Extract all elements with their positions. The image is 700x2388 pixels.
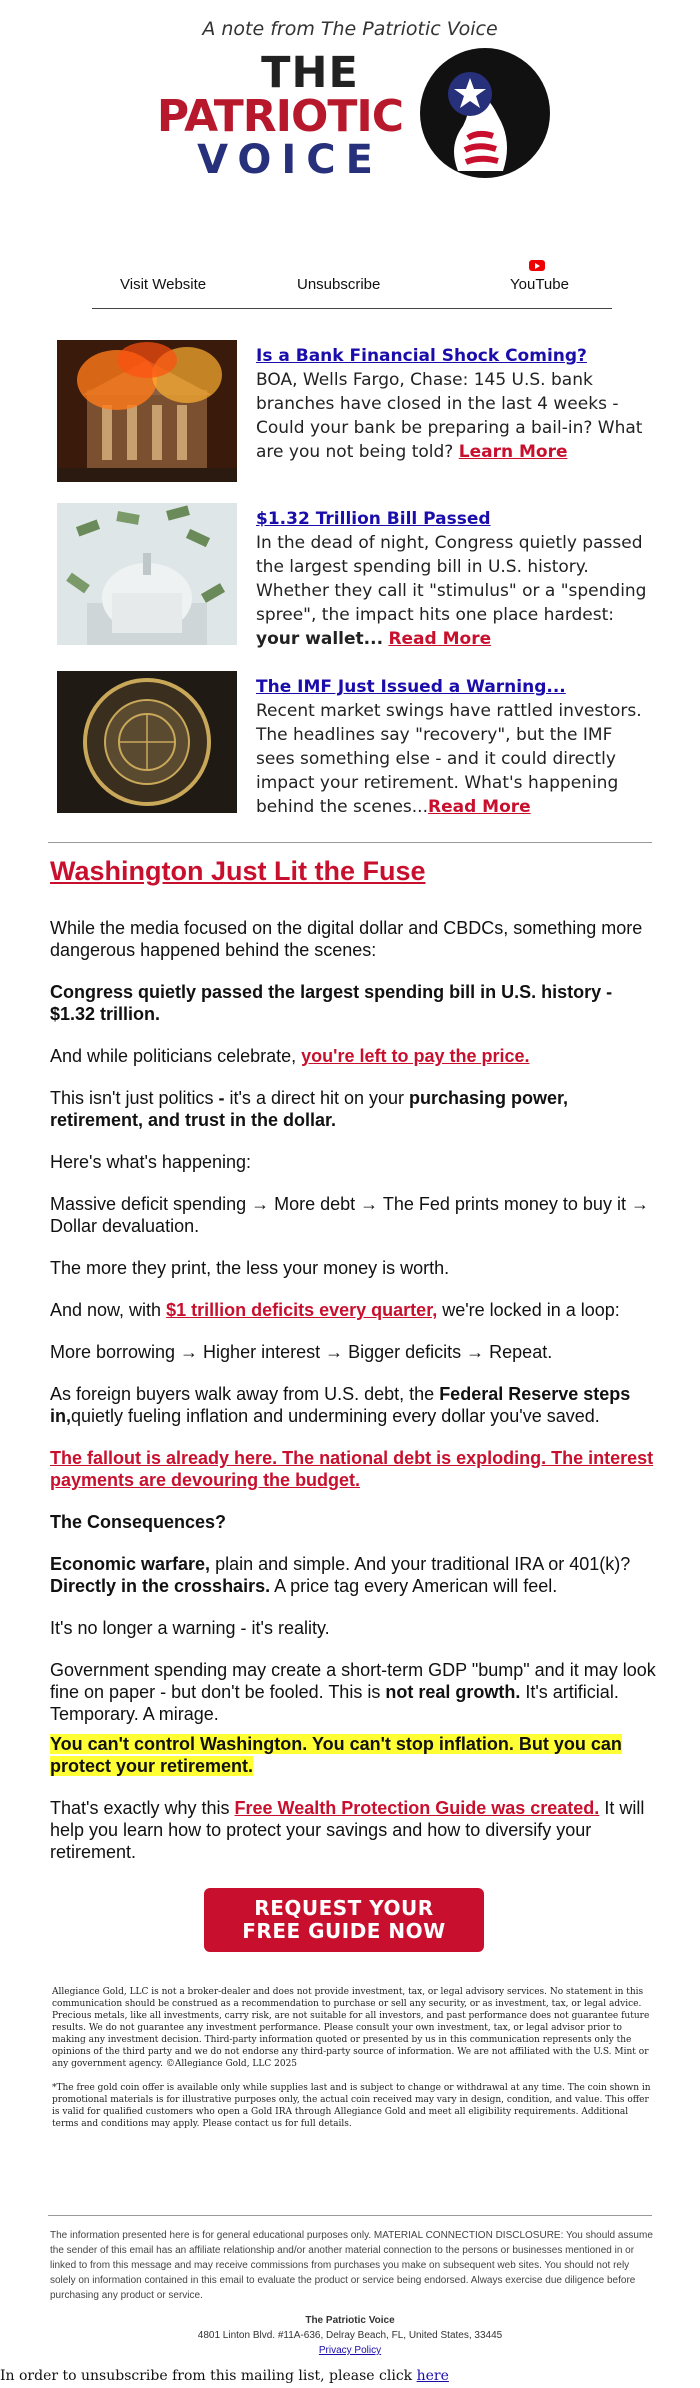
article-p8-c: we're locked in a loop: xyxy=(442,1300,620,1320)
article-p5: Here's what's happening: xyxy=(50,1152,251,1172)
story-3-title-link[interactable]: The IMF Just Issued a Warning... xyxy=(256,677,566,697)
article-p13-a: Economic warfare, xyxy=(50,1554,211,1574)
imf-seal-image[interactable] xyxy=(57,671,237,813)
deficits-link[interactable]: $1 trillion deficits every quarter, xyxy=(166,1300,438,1320)
article-p4-c: it's a direct hit on your xyxy=(229,1088,405,1108)
logo-voice: VOICE xyxy=(197,137,383,183)
article-p10 xyxy=(50,1383,660,1427)
article-p9: More borrowing → Higher interest → Bigger deficits → Repeat. xyxy=(50,1342,553,1362)
article-p16 xyxy=(50,1733,660,1777)
article-p15 xyxy=(50,1659,660,1725)
article-p7: The more they print, the less your money is worth. xyxy=(50,1258,450,1278)
story-2-body: In the dead of night, Congress quietly passed the largest spending bill in U.S. history. Whether they call it "stimulus" or a "spending spree", the impact hits one place hardest: xyxy=(256,533,647,625)
visit-website-link[interactable]: Visit Website xyxy=(120,276,207,293)
capitol-money-image[interactable] xyxy=(57,503,237,645)
disclaimer-1: Allegiance Gold, LLC is not a broker-dealer and does not provide investment, tax, or legal advisory services. No statement in this communication should be construed as a recommendation to purchase or sell any security, or as investment, tax, or legal advice. Precious metals, like all investments, carry risk, are not suitable for all investors, and past performance does not guarantee future results. We do not guarantee any investment performance. Please consult your own investment, tax, or legal advisor prior to making any investment decision. Third-party information quoted or presented by us in this communication represents only the opinions of the third party and we do not endorse any third-party source of information. We are not affiliated with the U.S. Mint or any government agency. ©Allegiance Gold, LLC 2025 xyxy=(52,1987,650,2069)
youtube-link[interactable]: YouTube xyxy=(510,276,569,293)
article-p2: Congress quietly passed the largest spending bill in U.S. history - $1.32 trillion. xyxy=(50,982,613,1024)
article-p17-c: It will help you learn how to protect your savings and how to diversify your retirement. xyxy=(50,1798,645,1862)
top-nav xyxy=(92,268,612,309)
article-p8 xyxy=(50,1299,660,1321)
logo-patriotic: PATRIOTIC xyxy=(156,91,404,142)
article-p10-a: As foreign buyers walk away from U.S. debt, the xyxy=(50,1384,435,1404)
guide-link[interactable]: Free Wealth Protection Guide was created. xyxy=(234,1798,600,1818)
article-p4-d: purchasing power, retirement, and trust in the dollar. xyxy=(50,1088,569,1130)
story-2 xyxy=(256,507,651,651)
pay-price-link[interactable]: you're left to pay the price. xyxy=(301,1046,530,1066)
article-headline[interactable]: Washington Just Lit the Fuse xyxy=(50,856,426,886)
article-p17 xyxy=(50,1797,660,1863)
footer-disclosure: The information presented here is for general educational purposes only. MATERIAL CONNECTION DISCLOSURE: You should assume the sender of this email has an affiliate relationship and/or another material connection to the persons or businesses mentioned in or linked to from this message and may receive commissions from purchases you make on subsequent web sites. You should not rely solely on information contained in this email to evaluate the product or service being endorsed. Always exercise due diligence before purchasing any product or service. xyxy=(50,2230,653,2301)
unsubscribe-here-link[interactable]: here xyxy=(416,2368,449,2384)
burning-bank-image[interactable] xyxy=(57,340,237,482)
article-p13-b: plain and simple. And your traditional IRA or 401(k)? xyxy=(215,1554,631,1574)
story-3-read-more-link[interactable]: Read More xyxy=(427,797,531,817)
youtube-icon[interactable] xyxy=(529,260,545,271)
article-p14: It's no longer a warning - it's reality. xyxy=(50,1618,330,1638)
divider xyxy=(48,842,652,843)
footer-privacy xyxy=(0,2343,700,2358)
highlight-text: You can't control Washington. You can't stop inflation. But you can protect your retirement. xyxy=(50,1734,622,1776)
footer-company: The Patriotic Voice xyxy=(305,2315,395,2326)
unsubscribe-line xyxy=(0,2368,449,2384)
article-p4 xyxy=(50,1087,660,1131)
article-p13-c: Directly in the crosshairs. xyxy=(50,1576,271,1596)
privacy-policy-link[interactable]: Privacy Policy xyxy=(318,2345,382,2356)
article-p8-a: And now, with xyxy=(50,1300,162,1320)
article-p3-text: And while politicians celebrate, xyxy=(50,1046,297,1066)
story-2-title-link[interactable]: $1.32 Trillion Bill Passed xyxy=(256,509,491,529)
article-p13-d: A price tag every American will feel. xyxy=(274,1576,558,1596)
cta-line-2: FREE GUIDE NOW xyxy=(242,1919,446,1943)
article-p13 xyxy=(50,1553,660,1597)
article-p10-b: Federal Reserve steps in, xyxy=(50,1384,631,1426)
patriotic-voice-emblem-icon xyxy=(418,46,553,181)
story-1-learn-more-link[interactable]: Learn More xyxy=(458,442,568,462)
unsubscribe-link[interactable]: Unsubscribe xyxy=(297,276,381,293)
disclaimer-2: *The free gold coin offer is available only while supplies last and is subject to change or withdrawal at any time. The coin shown in promotional materials is for illustrative purposes only, the actual coin received may vary in design, condition, and value. This offer is valid for qualified customers who open a Gold IRA through Allegiance Gold and meet all eligibility requirements. Additional terms and conditions may apply. Please contact us for full details. xyxy=(52,2083,651,2129)
story-1-title-link[interactable]: Is a Bank Financial Shock Coming? xyxy=(256,346,587,366)
story-2-bold: your wallet... xyxy=(256,629,384,649)
footer-divider xyxy=(48,2215,652,2216)
request-guide-button[interactable] xyxy=(204,1888,484,1952)
article-p15-c: It's artificial. Temporary. A mirage. xyxy=(50,1682,619,1724)
article-p3 xyxy=(50,1045,660,1067)
fallout-link[interactable]: The fallout is already here. The national debt is exploding. The interest payments are devouring the budget. xyxy=(50,1448,654,1490)
article-p4-a: This isn't just politics xyxy=(50,1088,214,1108)
article-p12: The Consequences? xyxy=(50,1512,227,1532)
footer-address: 4801 Linton Blvd. #11A-636, Delray Beach, FL, United States, 33445 xyxy=(197,2330,503,2341)
logo-the: THE xyxy=(261,48,359,98)
tagline: A note from The Patriotic Voice xyxy=(202,18,498,40)
article-p10-c: quietly fueling inflation and undermining every dollar you've saved. xyxy=(71,1406,600,1426)
cta-line-1: REQUEST YOUR xyxy=(254,1896,434,1920)
article-p15-b: not real growth. xyxy=(385,1682,521,1702)
story-3 xyxy=(256,675,651,819)
story-1 xyxy=(256,344,651,464)
story-1-body: BOA, Wells Fargo, Chase: 145 U.S. bank branches have closed in the last 4 weeks - Could your bank be preparing a bail-in? What are you not being told? xyxy=(256,370,643,462)
article-p15-a: Government spending may create a short-term GDP "bump" and it may look fine on paper - but don't be fooled. This is xyxy=(50,1660,656,1702)
story-2-read-more-link[interactable]: Read More xyxy=(388,629,492,649)
story-3-body: Recent market swings have rattled investors. The headlines say "recovery", but the IMF sees something else - and it could directly impact your retirement. What's happening behind the scenes... xyxy=(256,701,642,817)
unsubscribe-text: In order to unsubscribe from this mailing list, please click xyxy=(0,2368,413,2384)
article-p1: While the media focused on the digital dollar and CBDCs, something more dangerous happened behind the scenes: xyxy=(50,918,643,960)
article-p17-a: That's exactly why this xyxy=(50,1798,230,1818)
article-p4-b: - xyxy=(213,1088,230,1108)
article-p6: Massive deficit spending → More debt → The Fed prints money to buy it → Dollar devaluation. xyxy=(50,1194,649,1236)
